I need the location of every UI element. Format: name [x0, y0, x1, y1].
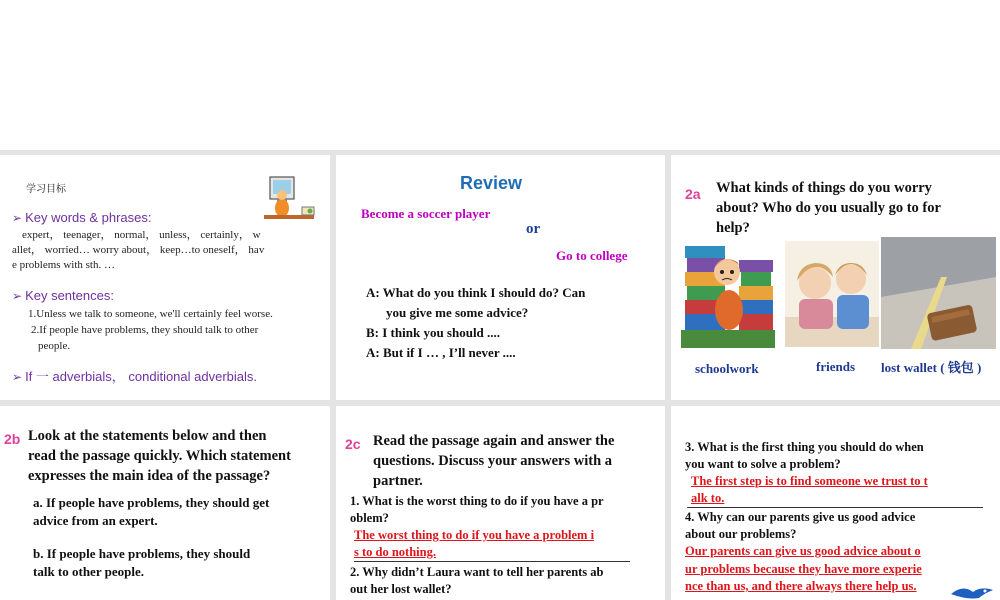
- or-label: or: [526, 221, 541, 237]
- question-line: about? Who do you usually go to for: [716, 200, 941, 216]
- question-line: oblem?: [350, 511, 389, 525]
- statement-line: talk to other people.: [33, 564, 144, 579]
- lost-wallet-image: [881, 237, 996, 349]
- answer-3: [687, 473, 979, 508]
- question-line: out her lost wallet?: [350, 582, 452, 596]
- review-title: Review: [459, 173, 523, 193]
- answer-line: nce than us, and there always there help us.: [685, 579, 917, 593]
- question-line: 4. Why can our parents give us good advice: [685, 510, 916, 524]
- instructions-2c: [373, 431, 663, 491]
- dialogue-line: A: What do you think I should do? Can: [366, 285, 586, 300]
- grammar-text: If 一 adverbials， conditional adverbials.: [25, 369, 258, 384]
- statement-a[interactable]: [33, 494, 269, 530]
- answer-line: The first step is to find someone we trust to t: [691, 474, 928, 488]
- friends-image: [785, 241, 879, 347]
- schoolwork-image: [677, 238, 779, 350]
- dialogue-line: you give me some advice?: [386, 305, 529, 320]
- key-sentence: people.: [38, 340, 71, 352]
- answer-1: [354, 527, 630, 562]
- slide-2a-worries[interactable]: [671, 155, 1000, 400]
- key-words-line: allet， worried… worry about， keep…to oneself， hav: [12, 244, 265, 256]
- answer-line: s to do nothing.: [354, 545, 436, 559]
- question-3: [685, 439, 997, 473]
- slide-learning-goals[interactable]: [0, 155, 330, 400]
- key-words-line: e problems with sth. …: [12, 259, 115, 271]
- key-words-title-text: Key words & phrases:: [25, 210, 152, 225]
- question-2a: [716, 178, 996, 238]
- question-line: help?: [716, 220, 750, 236]
- arrow-bullet-icon: ➢: [12, 370, 23, 384]
- answer-line: The worst thing to do if you have a problem i: [354, 528, 595, 542]
- grammar-point: [12, 366, 257, 385]
- question-2: [350, 564, 662, 598]
- key-sentences-title: [12, 288, 114, 303]
- key-sentence: 2.If people have problems, they should talk to other: [31, 324, 259, 336]
- instruction-line: read the passage quickly. Which statement: [28, 448, 291, 464]
- instruction-line: Look at the statements below and then: [28, 428, 267, 444]
- slide-review[interactable]: [336, 155, 665, 400]
- option-college: Go to college: [556, 248, 628, 263]
- key-sentences-title-text: Key sentences:: [25, 288, 114, 303]
- statement-line: b. If people have problems, they should: [33, 546, 251, 561]
- bird-decoration-icon: [949, 584, 995, 600]
- computer-desk-icon: [262, 175, 322, 223]
- question-line: about our problems?: [685, 527, 797, 541]
- question-1: [350, 493, 662, 527]
- question-line: 2. Why didn’t Laura want to tell her parents ab: [350, 565, 604, 579]
- slide-questions-3-4[interactable]: [671, 406, 1000, 600]
- instructions-2b: [28, 426, 330, 486]
- question-line: What kinds of things do you worry: [716, 180, 932, 196]
- question-line: you want to solve a problem?: [685, 457, 841, 471]
- arrow-bullet-icon: ➢: [12, 211, 23, 225]
- statement-b[interactable]: [33, 545, 250, 581]
- answer-line: ur problems because they have more experie: [685, 561, 922, 576]
- statement-line: advice from an expert.: [33, 513, 158, 528]
- instruction-line: expresses the main idea of the passage?: [28, 468, 271, 484]
- caption-friends: friends: [816, 359, 855, 374]
- key-words-list: [12, 228, 327, 273]
- dialogue-line: B: I think you should ....: [366, 325, 501, 340]
- dialogue-line: A: But if I … , I’ll never ....: [366, 345, 516, 360]
- key-sentences-list: [28, 306, 328, 354]
- exercise-label: 2c: [345, 436, 361, 452]
- instruction-line: Read the passage again and answer the: [373, 433, 615, 449]
- slide-2b-main-idea[interactable]: [0, 406, 330, 600]
- option-soccer-player: Become a soccer player: [361, 206, 491, 221]
- instruction-line: questions. Discuss your answers with a: [373, 453, 613, 469]
- dialogue: [366, 283, 656, 363]
- question-line: 3. What is the first thing you should do when: [685, 440, 924, 454]
- arrow-bullet-icon: ➢: [12, 289, 23, 303]
- slide-heading: 学习目标: [26, 184, 66, 195]
- exercise-label: 2b: [4, 431, 21, 447]
- caption-schoolwork: schoolwork: [695, 361, 759, 376]
- key-words-title: [12, 210, 152, 225]
- answer-4: [685, 543, 985, 596]
- statement-line: a. If people have problems, they should get: [33, 495, 270, 510]
- exercise-label: 2a: [685, 186, 701, 202]
- slide-2c-questions[interactable]: [336, 406, 665, 600]
- instruction-line: partner.: [373, 473, 423, 489]
- question-line: 1. What is the worst thing to do if you have a pr: [350, 494, 604, 508]
- key-words-line: expert， teenager， normal， unless， certainly， w: [22, 229, 261, 241]
- answer-line: Our parents can give us good advice about o: [685, 544, 921, 558]
- answer-line: alk to.: [691, 491, 725, 505]
- question-4: [685, 509, 997, 543]
- caption-lost-wallet: lost wallet ( 钱包 ): [881, 360, 982, 375]
- key-sentence: 1.Unless we talk to someone, we'll certainly feel worse.: [28, 308, 273, 320]
